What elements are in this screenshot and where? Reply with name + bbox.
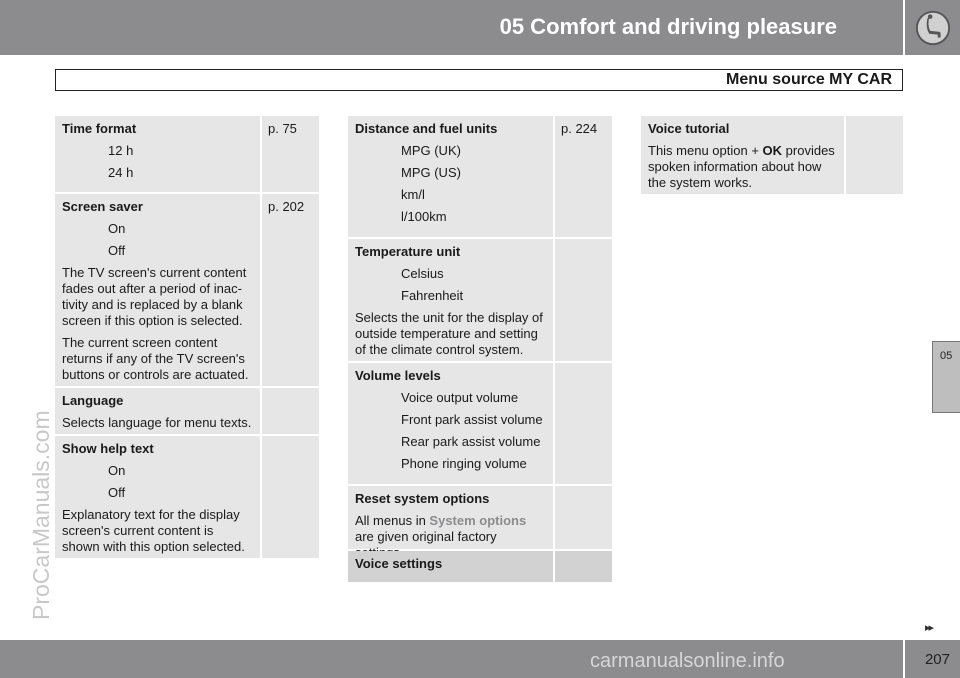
page-ref: p. 202 <box>268 199 305 214</box>
menu-item-title: Volume levels <box>355 368 441 383</box>
menu-option: km/l <box>401 187 425 202</box>
page-ref-cell <box>555 239 612 361</box>
menu-option: Front park assist volume <box>401 412 543 427</box>
menu-item-cell <box>641 116 844 194</box>
page-ref-cell <box>262 388 319 434</box>
chapter-tab[interactable] <box>932 341 960 413</box>
page-ref-cell <box>262 116 319 192</box>
table-row <box>348 116 612 237</box>
menu-table-col1 <box>55 116 319 560</box>
menu-item-title: Reset system options <box>355 491 490 506</box>
menu-item-description <box>648 143 838 191</box>
page-ref: p. 75 <box>268 121 297 136</box>
menu-item-cell <box>55 194 260 386</box>
menu-item-description: Explanatory text for the display screen's current content is shown with this option selected. <box>62 507 245 554</box>
menu-option: 24 h <box>108 165 134 180</box>
menu-item-description: Selects the unit for the display of outside temperature and setting of the climate control system. <box>355 310 543 357</box>
page-ref-cell <box>262 436 319 558</box>
menu-item-title: Time format <box>62 121 137 136</box>
menu-item-cell <box>55 388 260 434</box>
menu-option: Celsius <box>401 266 444 281</box>
table-row <box>55 116 319 192</box>
watermark-bottom: carmanualsonline.info <box>590 650 785 672</box>
menu-option: Off <box>108 485 126 500</box>
menu-item-title: Voice tutorial <box>648 121 730 136</box>
desc-text: All menus in <box>355 513 430 528</box>
page-ref-cell <box>555 363 612 484</box>
desc-text: provides spoken information about how the system works. <box>648 143 835 190</box>
section-header <box>55 69 903 91</box>
watermark-left: ProCarManuals.com <box>28 410 54 620</box>
table-row <box>641 116 903 194</box>
menu-option: Off <box>108 243 126 258</box>
menu-item-title: Voice settings <box>355 556 443 571</box>
table-row <box>348 486 612 549</box>
menu-option: 12 h <box>108 143 134 158</box>
menu-item-cell <box>55 116 260 192</box>
menu-item-cell <box>348 551 553 582</box>
page-ref-cell <box>262 194 319 386</box>
double-chevron-right-icon: ▸▸ <box>925 622 933 634</box>
page-ref-cell <box>846 116 903 194</box>
menu-item-title: Show help text <box>62 441 154 456</box>
menu-item-cell <box>348 486 553 549</box>
table-row <box>348 551 612 582</box>
menu-table-col3 <box>641 116 903 196</box>
header-bar <box>0 0 903 55</box>
menu-item-title: Temperature unit <box>355 244 461 259</box>
table-row <box>55 436 319 558</box>
menu-option: Phone ringing volume <box>401 456 527 471</box>
page-number: 207 <box>924 651 950 668</box>
section-title: Menu source MY CAR <box>726 71 892 88</box>
page-ref-cell <box>555 116 612 237</box>
chapter-icon-box <box>905 0 960 55</box>
menu-item-description: Selects language for menu texts. <box>62 415 252 430</box>
menu-item-cell <box>348 239 553 361</box>
table-row <box>348 363 612 484</box>
desc-text: are given original factory <box>355 529 497 544</box>
system-options-link: System options <box>429 513 527 528</box>
menu-item-title: Screen saver <box>62 199 143 214</box>
menu-item-description: The current screen content returns if any of the TV screen's buttons or controls are actuated. <box>62 335 249 382</box>
menu-option: MPG (UK) <box>401 143 461 158</box>
menu-item-title: Language <box>62 393 124 408</box>
menu-item-cell <box>55 436 260 558</box>
chapter-title: 05 Comfort and driving pleasure <box>499 14 837 39</box>
menu-option: Fahrenheit <box>401 288 464 303</box>
ok-key-label: OK <box>762 143 783 158</box>
menu-option: Rear park assist volume <box>401 434 541 449</box>
menu-option: On <box>108 221 126 236</box>
chapter-tab-label: 05 <box>940 350 953 362</box>
seat-icon <box>914 9 952 47</box>
menu-option: On <box>108 463 126 478</box>
menu-item-description: The TV screen's current content fades out after a period of inac-tivity and is replaced by a blank screen if this option is selected. <box>62 265 247 328</box>
table-row <box>55 388 319 434</box>
table-row <box>348 239 612 361</box>
menu-option: Voice output volume <box>401 390 519 405</box>
table-row <box>55 194 319 386</box>
menu-option: MPG (US) <box>401 165 461 180</box>
menu-item-cell <box>348 363 553 484</box>
desc-text: This menu option + <box>648 143 763 158</box>
menu-option: l/100km <box>401 209 447 224</box>
menu-table-col2 <box>348 116 612 584</box>
page-ref-cell <box>555 551 612 582</box>
page-ref-cell <box>555 486 612 549</box>
page-ref: p. 224 <box>561 121 598 136</box>
page-number-box <box>905 640 960 678</box>
menu-item-cell <box>348 116 553 237</box>
menu-item-title: Distance and fuel units <box>355 121 498 136</box>
